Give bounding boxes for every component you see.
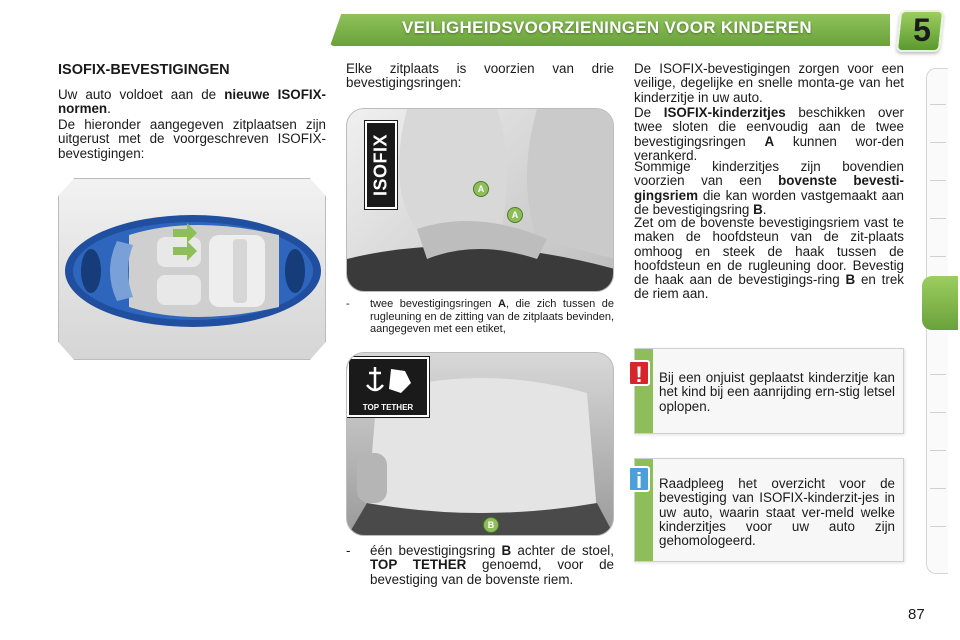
text: twee bevestigingsringen bbox=[370, 298, 499, 310]
anchor-icon bbox=[349, 361, 427, 401]
isofix-seats-paragraph bbox=[634, 106, 904, 163]
chapter-number: 5 bbox=[913, 12, 931, 48]
warning-box bbox=[634, 348, 904, 434]
bold-text: TOP TETHER bbox=[370, 557, 467, 573]
section-heading: ISOFIX-BEVESTIGINGEN bbox=[58, 62, 230, 78]
info-icon: i bbox=[628, 466, 650, 492]
tab-divider bbox=[930, 218, 946, 219]
bullet-dash: - bbox=[346, 543, 351, 558]
text: . bbox=[762, 201, 767, 217]
text: kunnen wor-den verankerd. bbox=[634, 133, 904, 163]
tab-divider bbox=[930, 526, 946, 527]
car-top-view-illustration bbox=[58, 178, 326, 360]
page-number: 87 bbox=[908, 606, 925, 623]
tab-divider bbox=[930, 180, 946, 181]
bold-text: B bbox=[753, 201, 763, 217]
isofix-tag-text: ISOFIX bbox=[370, 133, 391, 197]
top-strap-paragraph bbox=[634, 160, 904, 217]
top-tether-tag bbox=[347, 357, 429, 417]
text: genoemd, voor de bevestiging van de bovenste riem. bbox=[370, 557, 614, 587]
instructions-paragraph bbox=[634, 216, 904, 302]
text: en trek de riem aan. bbox=[634, 272, 904, 302]
bold-text: A bbox=[498, 298, 506, 310]
text: beschikken over twee sloten die eenvoudig aan de twee bevestigingsringen bbox=[634, 105, 904, 149]
text: Uw auto voldoet aan de bbox=[58, 87, 225, 102]
text: één bevestigingsring bbox=[370, 543, 502, 558]
info-text: Raadpleeg het overzicht voor de bevestiging van ISOFIX-kinderzit-jes in uw auto, waarin staat ver-meld welke kinderzitjes voor uw auto zijn gehomologeerd. bbox=[659, 476, 895, 549]
warning-icon: ! bbox=[628, 360, 650, 386]
top-tether-photo bbox=[346, 352, 614, 536]
text: achter de stoel, bbox=[511, 543, 614, 558]
marker-a: A bbox=[507, 207, 523, 223]
intro-paragraph bbox=[58, 88, 326, 117]
car-icon bbox=[59, 179, 326, 360]
bold-text: nieuwe ISOFIX-normen bbox=[58, 87, 327, 117]
isofix-seat-photo bbox=[346, 108, 614, 292]
text: , die zich tussen de rugleuning en de zitting van de zitplaats bevinden, aangegeven met een etiket, bbox=[370, 298, 615, 336]
tab-divider bbox=[930, 142, 946, 143]
page-title: VEILIGHEIDSVOORZIENINGEN VOOR KINDEREN bbox=[402, 18, 813, 37]
tab-divider bbox=[930, 488, 946, 489]
page-header bbox=[0, 0, 960, 56]
bold-text: A bbox=[764, 133, 775, 149]
benefit-paragraph: De ISOFIX-bevestigingen zorgen voor een veilige, degelijke en snelle monta-ge van het kinderzitje in uw auto. bbox=[634, 61, 904, 105]
tab-divider bbox=[930, 374, 946, 375]
seats-paragraph: De hieronder aangegeven zitplaatsen zijn uitgerust met de voorgeschreven ISOFIX-bevestigingen: bbox=[58, 117, 326, 161]
marker-a: A bbox=[473, 181, 489, 197]
rings-intro: Elke zitplaats is voorzien van drie bevestigingsringen: bbox=[346, 61, 614, 91]
text: . bbox=[107, 101, 111, 117]
chapter-tab-active[interactable] bbox=[922, 276, 958, 330]
text: Zet om de bovenste bevestigingsriem vast te maken de hoofdsteun van de zit-plaats omhoog en steek de haak tussen de hoofdsteun en de rugleuning door. Bevestig de haak aan de bevestigings-ring bbox=[634, 215, 904, 288]
bold-text: B bbox=[501, 543, 512, 558]
tab-divider bbox=[930, 412, 946, 413]
bold-text: ISOFIX-kinderzitjes bbox=[663, 105, 786, 120]
tab-divider bbox=[930, 450, 946, 451]
text: De bbox=[634, 105, 664, 120]
info-box bbox=[634, 458, 904, 562]
tab-divider bbox=[930, 256, 946, 257]
tab-divider bbox=[930, 104, 946, 105]
bold-text: bovenste bevesti-gingsriem bbox=[634, 173, 904, 203]
bullet-rings-a bbox=[370, 298, 614, 336]
text: die kan worden vastgemaakt aan de bevestigingsring bbox=[634, 187, 904, 217]
bullet-dash: - bbox=[346, 298, 350, 310]
bullet-ring-b bbox=[370, 544, 614, 587]
bold-text: B bbox=[845, 272, 856, 288]
warning-text: Bij een onjuist geplaatst kinderzitje kan het kind bij een aanrijding ern-stig letsel oplopen. bbox=[659, 370, 895, 414]
marker-b: B bbox=[483, 517, 499, 533]
text: Sommige kinderzitjes zijn bovendien voorzien van een bbox=[634, 159, 904, 189]
top-tether-tag-text: TOP TETHER bbox=[362, 403, 414, 412]
isofix-tag bbox=[365, 121, 397, 209]
